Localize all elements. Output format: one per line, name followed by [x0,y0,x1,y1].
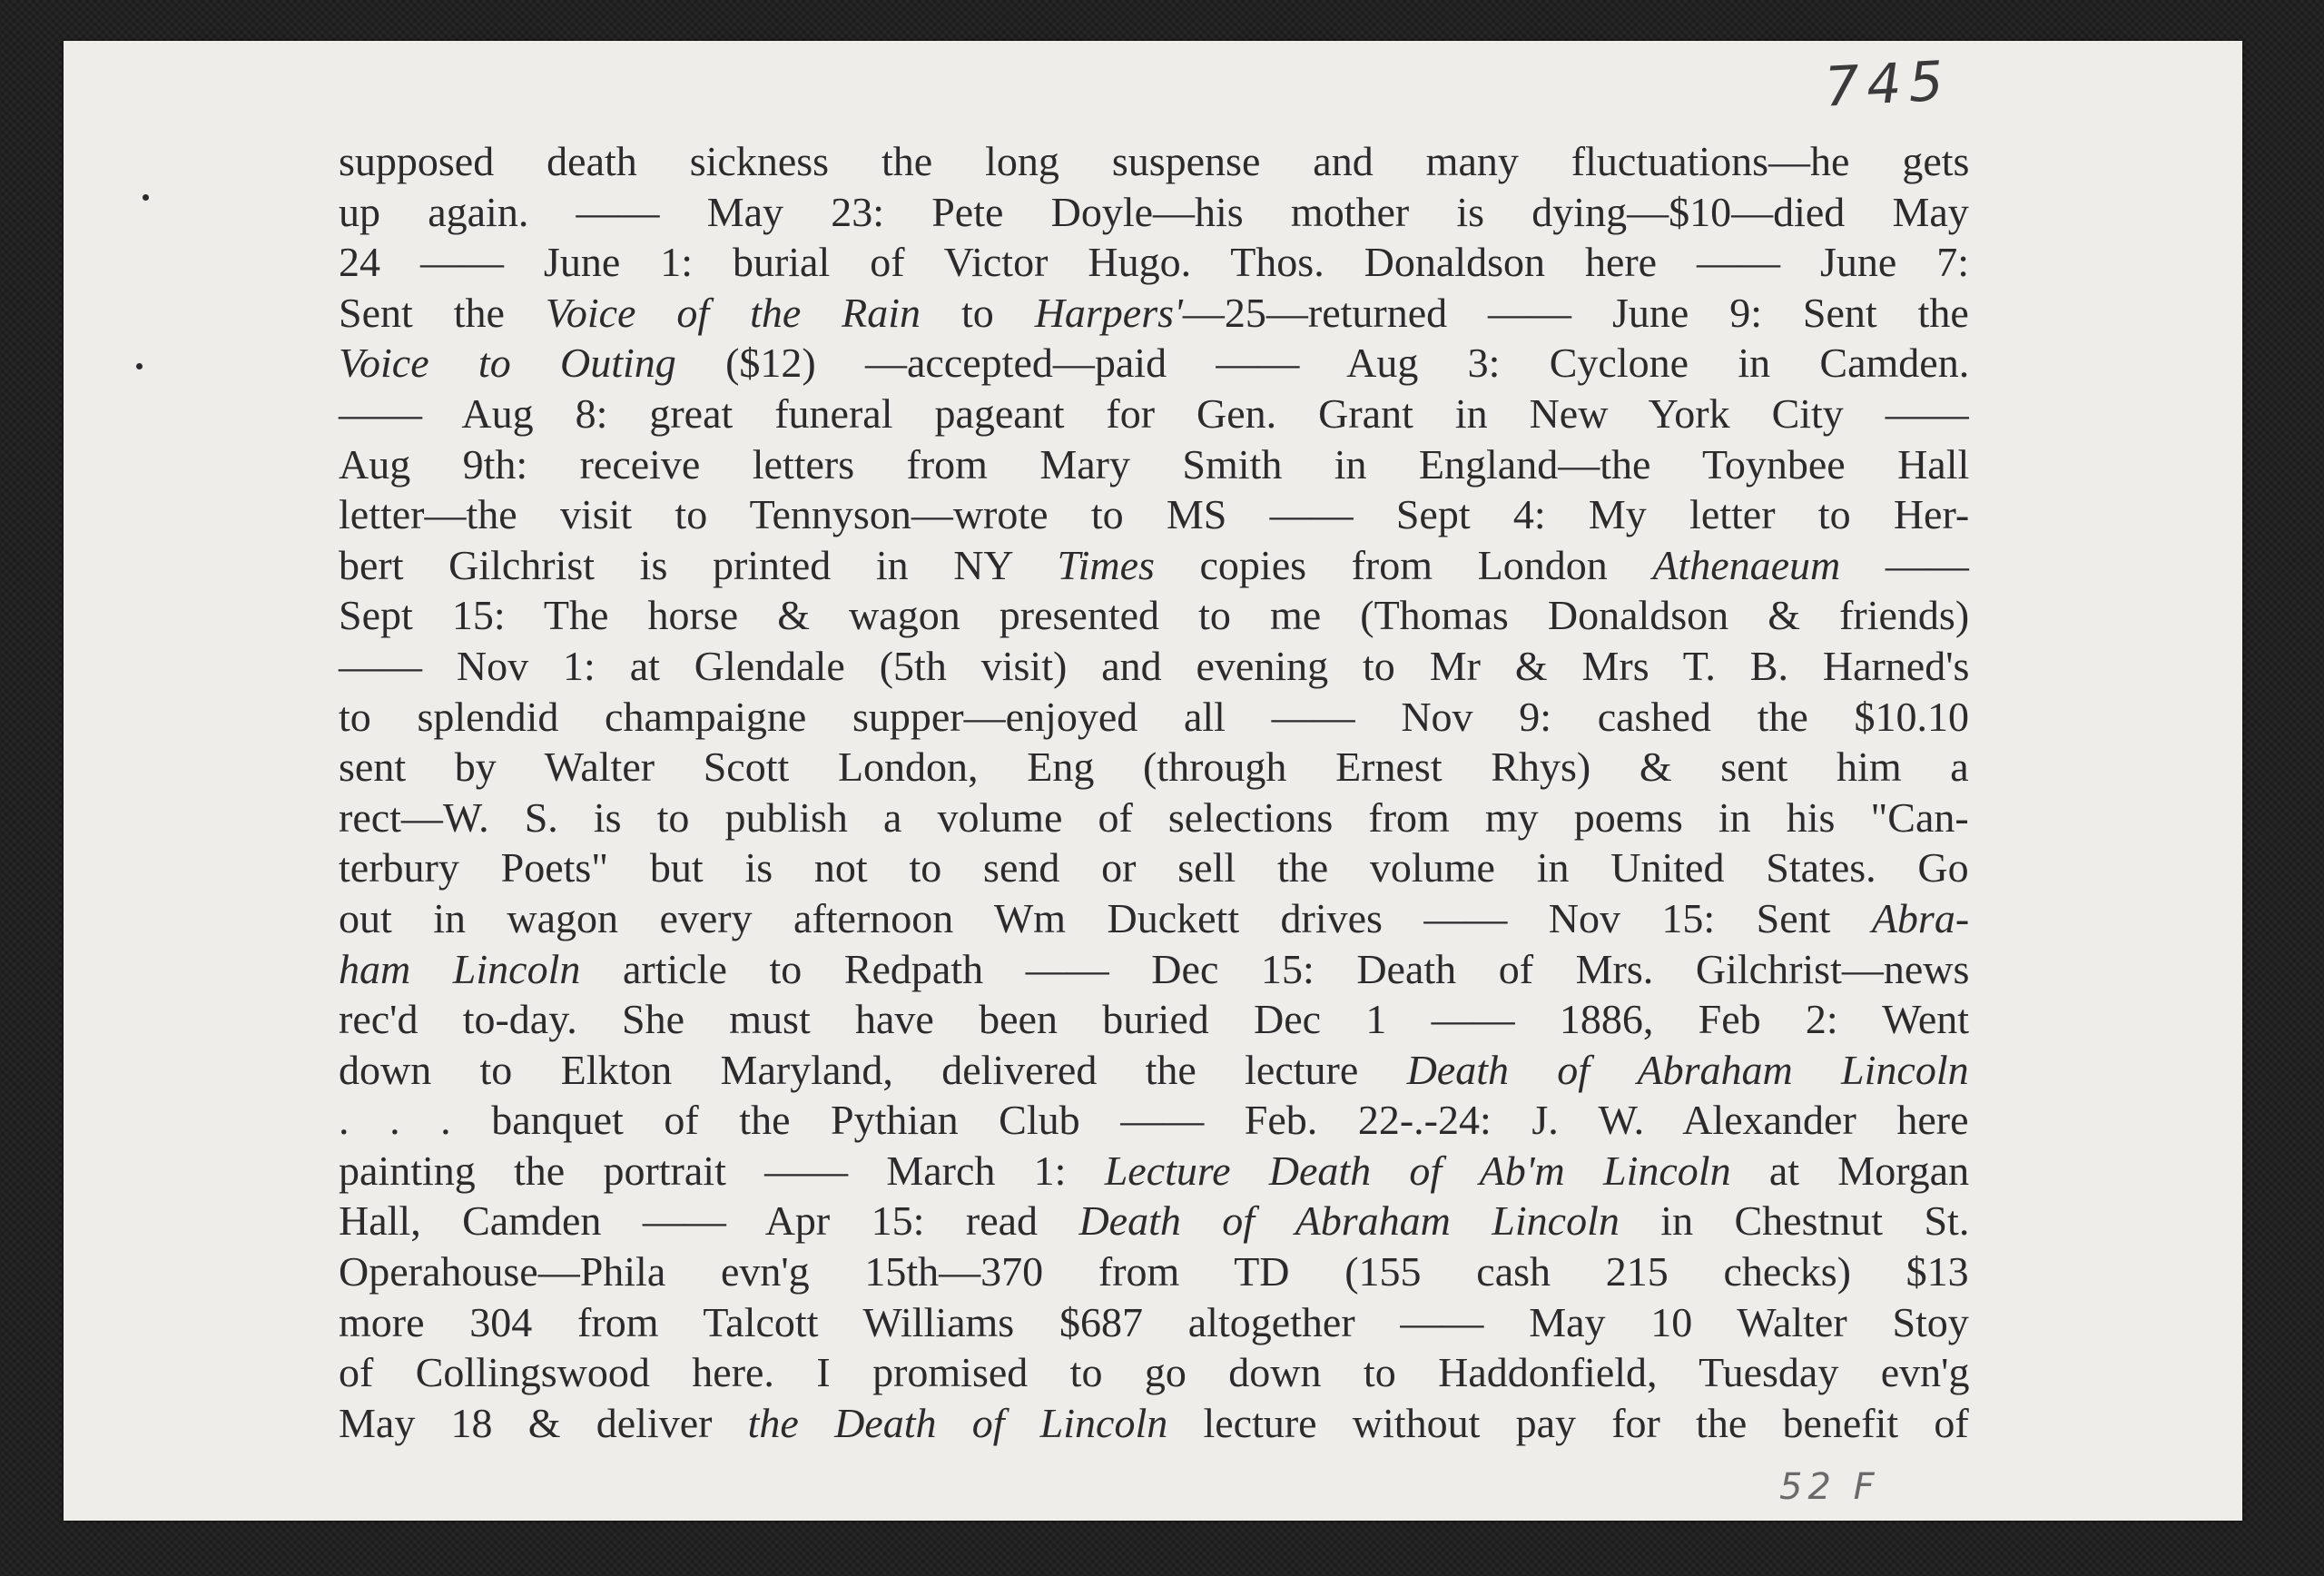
text-segment: —— [1840,541,1969,588]
text-segment: Aug 9th: receive letters from Mary Smith in England—the Toynbee Hall [339,440,1970,488]
text-segment: rect—W. S. is to publish a volume of selections from my poems in his "Can- [339,793,1969,841]
text-line [339,136,1969,187]
text-line [339,994,1969,1045]
text-segment: supposed death sickness the long suspense and many fluctuations—he gets [339,138,1970,184]
text-segment: of Collingswood here. I promised to go down to Haddonfield, Tuesday evn'g [339,1349,1970,1396]
text-segment: Sent the [339,289,546,336]
italic-title-segment: Death of Abraham Lincoln [1078,1197,1620,1245]
text-segment: article to Redpath —— Dec 15: Death of Mrs. Gilchrist—news [580,945,1970,992]
text-segment: painting the portrait —— March 1: [339,1147,1105,1194]
text-segment: down to Elkton Maryland, delivered the lecture [339,1046,1407,1093]
text-segment: at Morgan [1730,1147,1970,1194]
text-segment: letter—the visit to Tennyson—wrote to MS —— Sept 4: My letter to Her- [339,491,1970,538]
text-line [339,1347,1969,1398]
text-segment: in Chestnut St. [1619,1197,1970,1245]
italic-title-segment: the Death of Lincoln [747,1399,1168,1446]
text-line [339,893,1969,944]
italic-title-segment: Times [1057,541,1155,588]
handwritten-page-number: 745 [1823,49,1953,120]
text-line [339,1146,1969,1197]
italic-title-segment: Death of Abraham Lincoln [1406,1046,1969,1093]
text-line [339,944,1969,995]
text-segment: out in wagon every afternoon Wm Duckett drives —— Nov 15: Sent [339,894,1872,941]
text-segment: bert Gilchrist is printed in NY [339,541,1058,588]
text-line [339,237,1969,288]
text-segment: ($12) —accepted—paid —— Aug 3: Cyclone in Camden. [675,340,1970,387]
text-segment: —— Aug 8: great funeral pageant for Gen. Grant in New York City —— [339,389,1969,437]
italic-title-segment: Voice to Outing [339,340,676,387]
text-line [339,1095,1969,1146]
text-line [339,641,1969,692]
text-line [339,389,1969,439]
text-segment: Hall, Camden —— Apr 15: read [339,1197,1079,1245]
text-line [339,288,1969,339]
text-segment: up again. —— May 23: Pete Doyle—his mother is dying—$10—died May [339,188,1969,235]
margin-dot [143,194,149,201]
italic-title-segment: Voice of the Rain [545,289,921,336]
italic-title-segment: Harpers' [1034,289,1183,336]
text-segment: Operahouse—Phila evn'g 15th—370 from TD (155 cash 215 checks) $13 [339,1248,1969,1295]
body-text [339,136,1969,1448]
handwritten-file-code: 52 F [1779,1466,1880,1508]
text-line [339,338,1969,389]
margin-dot [136,363,143,369]
text-line [339,439,1969,490]
italic-title-segment: Abra- [1871,894,1970,941]
text-segment: to [921,289,1035,336]
text-line [339,692,1969,743]
text-segment: terbury Poets" but is not to send or sell the volume in United States. Go [339,844,1969,891]
text-segment: sent by Walter Scott London, Eng (through Ernest Rhys) & sent him a [339,744,1969,791]
text-segment: rec'd to-day. She must have been buried Dec 1 —— 1886, Feb 2: Went [339,996,1970,1043]
text-line [339,1398,1969,1449]
text-line [339,489,1969,540]
text-line [339,1297,1969,1348]
text-segment: —25—returned —— June 9: Sent the [1182,289,1969,336]
text-segment: Sept 15: The horse & wagon presented to me (Thomas Donaldson & friends) [339,592,1970,639]
text-segment: copies from London [1154,541,1653,588]
text-line [339,1246,1969,1297]
text-line [339,187,1969,238]
text-segment: May 18 & deliver [339,1399,748,1446]
text-line [339,793,1969,843]
text-line [339,742,1969,793]
italic-title-segment: Athenaeum [1652,541,1841,588]
text-line [339,590,1969,641]
text-line [339,1045,1969,1096]
text-segment: . . . banquet of the Pythian Club —— Feb. 22-.-24: J. W. Alexander here [339,1097,1969,1144]
italic-title-segment: Lecture Death of Ab'm Lincoln [1104,1147,1731,1194]
text-line [339,540,1969,591]
text-line [339,842,1969,893]
text-segment: more 304 from Talcott Williams $687 altogether —— May 10 Walter Stoy [339,1298,1969,1345]
text-segment: —— Nov 1: at Glendale (5th visit) and evening to Mr & Mrs T. B. Harned's [339,642,1970,689]
text-segment: to splendid champaigne supper—enjoyed all —— Nov 9: cashed the $10.10 [339,693,1969,740]
italic-title-segment: ham Lincoln [339,945,581,992]
text-segment: lecture without pay for the benefit of [1167,1399,1969,1446]
text-line [339,1196,1969,1246]
text-segment: 24 —— June 1: burial of Victor Hugo. Thos. Donaldson here —— June 7: [339,239,1970,286]
